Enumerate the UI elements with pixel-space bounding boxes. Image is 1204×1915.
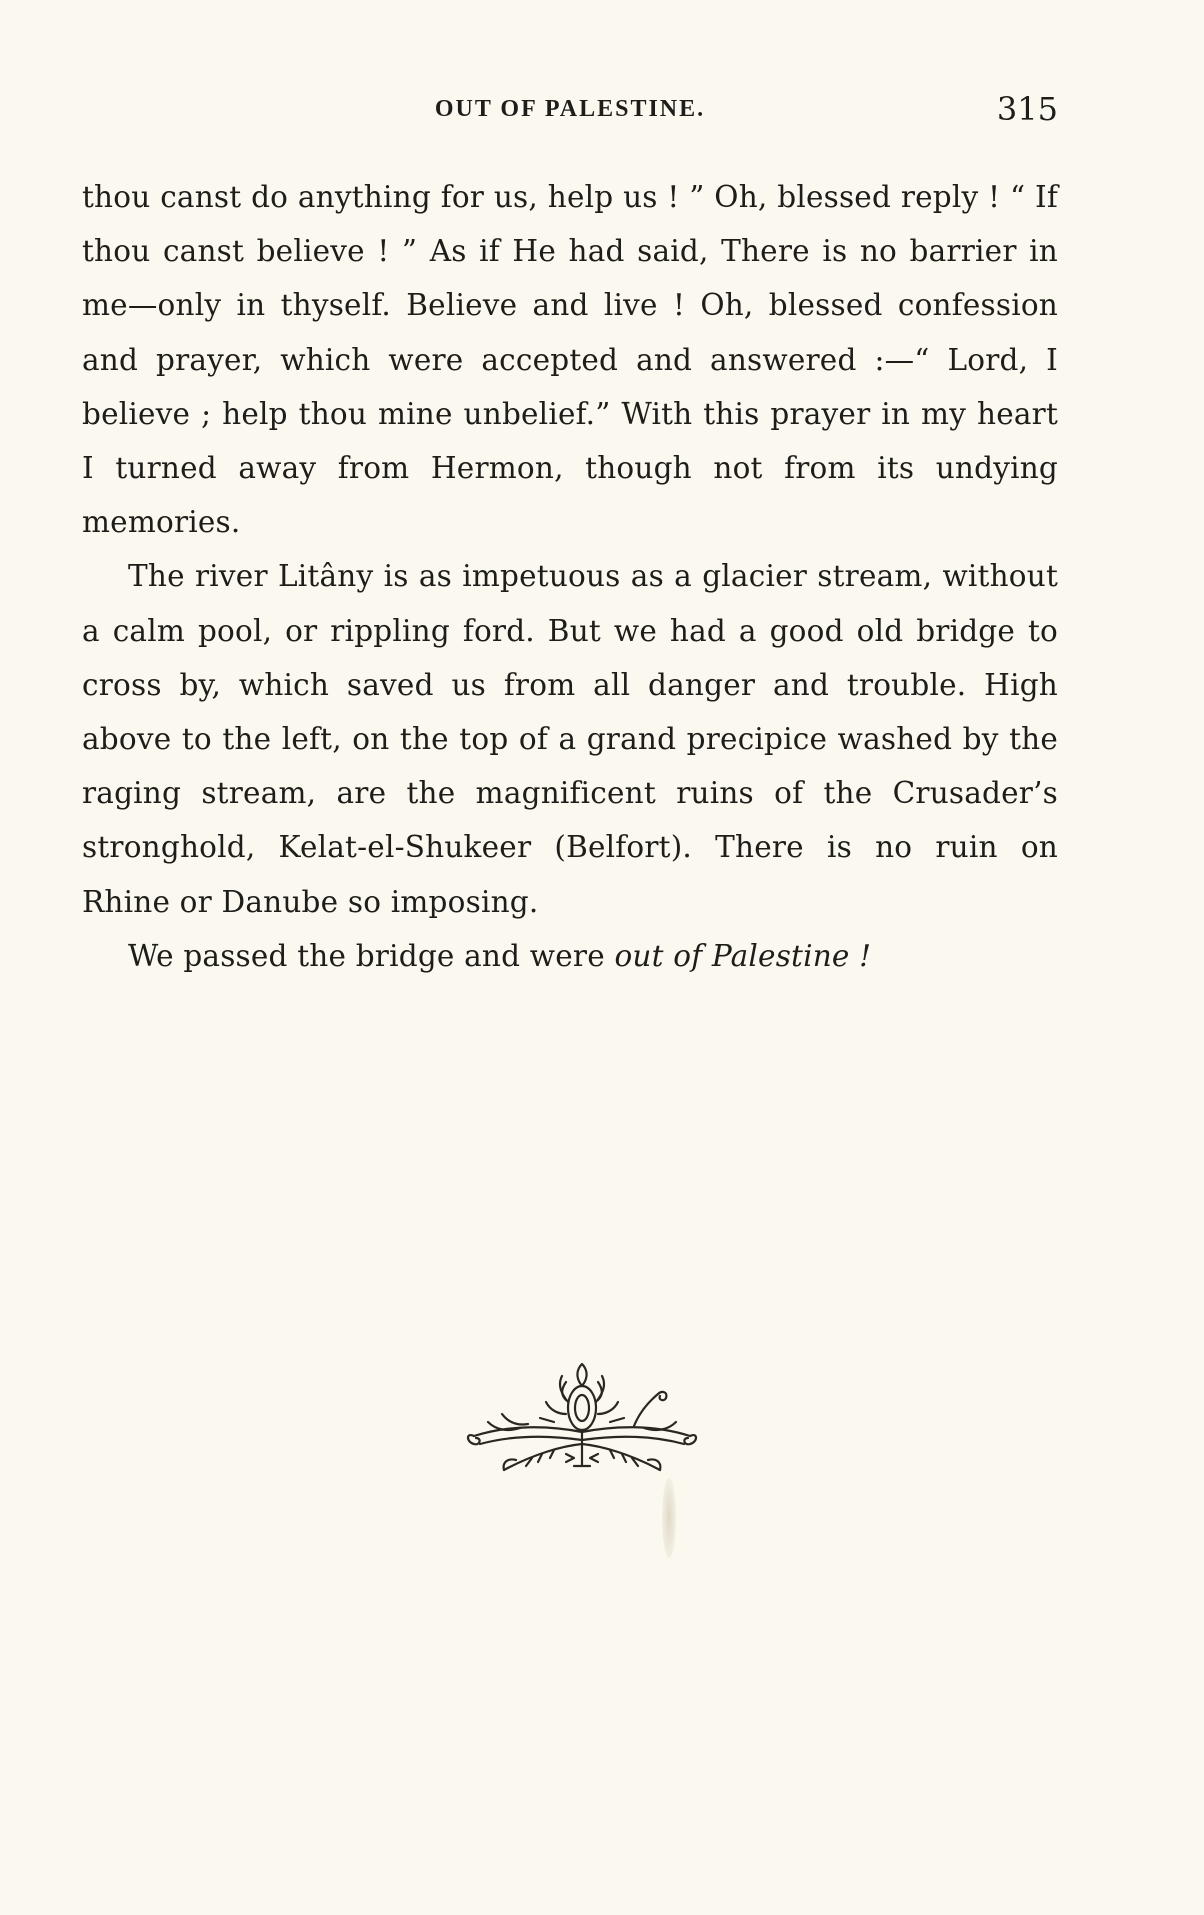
paragraph-3-italic-text: out of Palestine ! xyxy=(614,938,872,973)
paragraph-3 xyxy=(82,929,1058,983)
paragraph-1: thou canst do anything for us, help us ! ” Oh, blessed reply ! “ If thou canst believe ! ” As if He had said, There is no barrier in me—only in thyself. Believe and live ! Oh, blessed confession and prayer, which were accepted and answered :—“ Lord, I believe ; help thou mine unbelief.” With this prayer in my heart I turned away from Hermon, though not from its undying memories. xyxy=(82,180,1058,540)
paper-stain xyxy=(662,1478,676,1558)
floral-tailpiece-icon xyxy=(462,1362,702,1478)
paragraph-3-text: We passed the bridge and were xyxy=(128,938,615,973)
paragraph-2: The river Litâny is as impetuous as a glacier stream, without a calm pool, or rippling ford. But we had a good old bridge to cross by, which saved us from all danger and trouble. High above to the left, on the top of a grand precipice washed by the raging stream, are the magnificent ruins of the Crusader’s stronghold, Kelat-el-Shukeer (Belfort). There is no ruin on Rhine or Danube so imposing. xyxy=(82,559,1058,919)
running-header xyxy=(82,90,1058,128)
body-text xyxy=(82,170,1058,983)
page-number: 315 xyxy=(996,90,1058,128)
running-title: OUT OF PALESTINE. xyxy=(434,96,706,122)
